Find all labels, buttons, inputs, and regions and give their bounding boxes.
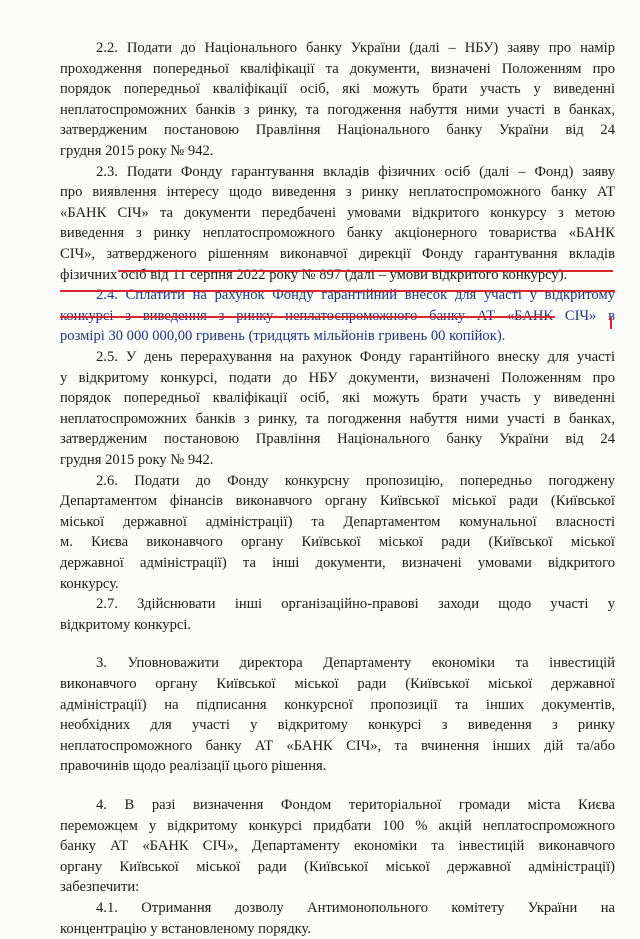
red-underline-3 <box>60 316 555 318</box>
text-line: неплатоспроможного банку АТ «БАНК СІЧ», та вчинення інших дій та/або <box>60 738 615 754</box>
text-line: забезпечити: <box>60 879 140 895</box>
text-line: про виявлення інтересу щодо виведення з ринку неплатоспроможного банку АТ <box>60 184 615 200</box>
red-underline-1 <box>118 270 613 272</box>
red-margin-bar <box>610 317 612 329</box>
text-line: переможцем у відкритому конкурсі придбати 100 % акцій неплатоспроможного <box>60 818 615 834</box>
text-line: державної адміністрації) та інші документи, визначені умовами відкритого <box>60 555 615 571</box>
text-line: 2.7. Здійснювати інші організаційно-правові заходи щодо участі у <box>96 596 615 612</box>
text-line: виконавчого органу Київської міської ради (Київської міської державної <box>60 676 615 692</box>
text-line: «БАНК СІЧ» та документи передбачені умовами відкритого конкурсу з метою <box>60 205 615 221</box>
text-line: грудня 2015 року № 942. <box>60 452 214 468</box>
text-line: розмірі 30 000 000,00 гривень (тридцять мільйонів гривень 00 копійок). <box>60 328 506 344</box>
text-line: органу Київської міської ради (Київської міської державної адміністрації) <box>60 859 615 875</box>
text-line: м. Києва виконавчого органу Київської міської ради (Київської міської <box>60 534 615 550</box>
text-line: концентрацію у встановленому порядку. <box>60 921 312 937</box>
text-line: виведення з ринку неплатоспроможного банку акціонерного товариства «БАНК <box>60 225 615 241</box>
text-line: міської державної адміністрації) та Департаментом комунальної власності <box>60 514 615 530</box>
text-line: 2.2. Подати до Національного банку України (далі – НБУ) заяву про намір <box>96 40 615 56</box>
text-line: грудня 2015 року № 942. <box>60 143 214 159</box>
text-line: 4.1. Отримання дозволу Антимонопольного комітету України на <box>96 900 615 916</box>
text-line: необхідних для участі у відкритому конкурсі з виведення з ринку <box>60 717 615 733</box>
text-line: 2.6. Подати до Фонду конкурсну пропозицію, попередньо погоджену <box>96 473 615 489</box>
text-line: СІЧ», затвердженого рішенням виконавчої дирекції Фонду гарантування вкладів <box>60 246 615 262</box>
text-line: затвердженим постановою Правління Національного банку України від 24 <box>60 122 615 138</box>
text-line: затвердженим постановою Правління Національного банку України від 24 <box>60 431 615 447</box>
text-line: Департаментом фінансів виконавчого органу Київської міської ради (Київської <box>60 493 615 509</box>
text-line: у відкритому конкурсі, подати до НБУ документи, визначені Положенням про <box>60 370 615 386</box>
text-line: фізичних осіб від 11 серпня 2022 року № 897 (далі – умови відкритого конкурсу). <box>60 267 568 283</box>
text-line: 2.3. Подати Фонду гарантування вкладів фізичних осіб (далі – Фонд) заяву <box>96 164 615 180</box>
text-line: порядок попередньої кваліфікації осіб, які можуть брати участь у виведенні <box>60 81 615 97</box>
text-line: 4. В разі визначення Фондом територіальної громади міста Києва <box>96 797 615 813</box>
text-line: адміністрації) на підписання конкурсної пропозиції та інших документів, <box>60 697 615 713</box>
text-line: 3. Уповноважити директора Департаменту економіки та інвестицій <box>96 655 615 671</box>
text-line: 2.4. Сплатити на рахунок Фонду гарантійний внесок для участі у відкритому <box>96 287 615 303</box>
text-line: конкурсу. <box>60 576 119 592</box>
text-line: неплатоспроможних банків з ринку, та погодження набуття ними участі в банках, <box>60 102 615 118</box>
text-line: відкритому конкурсі. <box>60 617 192 633</box>
text-line: правочинів щодо реалізації цього рішення. <box>60 758 327 774</box>
red-underline-2 <box>60 290 615 292</box>
text-line: неплатоспроможних банків з ринку, та погодження набуття ними участі в банках, <box>60 411 615 427</box>
text-line: порядок попередньої кваліфікації осіб, які можуть брати участь у виведенні <box>60 390 615 406</box>
text-line: банку АТ «БАНК СІЧ», Департаменту економіки та інвестицій виконавчого <box>60 838 615 854</box>
text-line: конкурсі з виведення з ринку неплатоспроможного банку АТ «БАНК СІЧ» в <box>60 308 615 324</box>
text-line: 2.5. У день перерахування на рахунок Фонду гарантійного внеску для участі <box>96 349 615 365</box>
text-line: проходження попередньої кваліфікації та документи, визначені Положенням про <box>60 61 615 77</box>
